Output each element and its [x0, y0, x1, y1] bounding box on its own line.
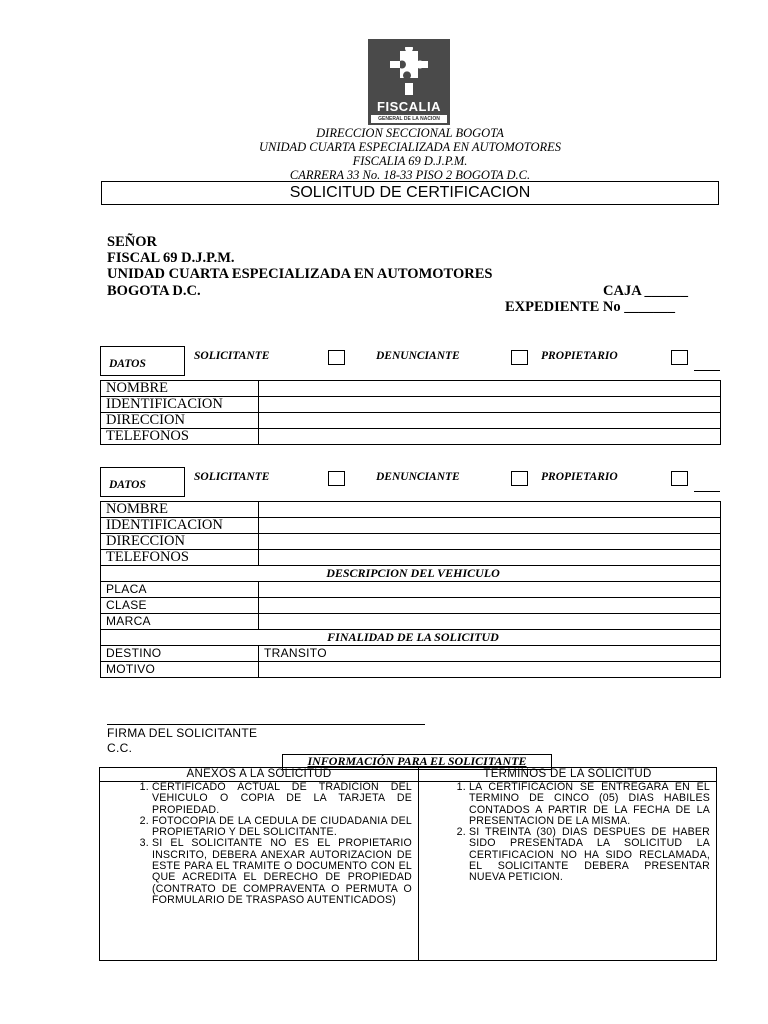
vehicle-section-title: DESCRIPCION DEL VEHICULO [101, 566, 721, 582]
destino-field[interactable]: TRANSITO [259, 646, 721, 662]
table-row [101, 662, 721, 678]
destino-label: DESTINO [101, 646, 259, 662]
datos-label: DATOS [100, 467, 185, 497]
table-row [101, 550, 721, 566]
telefonos-label: TELEFONOS [101, 550, 259, 566]
identificacion-field[interactable] [259, 397, 721, 413]
solicitante-checkbox[interactable] [328, 471, 345, 486]
table-row [100, 768, 717, 782]
direccion-field[interactable] [259, 413, 721, 429]
direccion-label: DIRECCION [101, 534, 259, 550]
table-row [101, 630, 721, 646]
denunciante-checkbox[interactable] [511, 471, 528, 486]
logo-name: FISCALIA [377, 99, 441, 114]
solicitante-checkbox[interactable] [328, 350, 345, 365]
table-row [101, 429, 721, 445]
terminos-list [419, 782, 716, 886]
table-row [101, 381, 721, 397]
nombre-field[interactable] [259, 502, 721, 518]
list-item: 2. FOTOCOPIA DE LA CEDULA DE CIUDADANIA DEL PROPIETARIO Y DEL SOLICITANTE. [152, 816, 412, 839]
cc-label: C.C. [107, 741, 133, 755]
marca-label: MARCA [101, 614, 259, 630]
fiscalia-logo [368, 39, 450, 125]
direccion-label: DIRECCION [101, 413, 259, 429]
identificacion-label: IDENTIFICACION [101, 518, 259, 534]
clase-label: CLASE [101, 598, 259, 614]
role-solicitante-label: SOLICITANTE [194, 471, 270, 483]
list-item: 1. CERTIFICADO ACTUAL DE TRADICION DEL VEHICULO O COPIA DE LA TARJETA DE PROPIEDAD. [152, 782, 412, 816]
signature-line[interactable] [107, 724, 425, 725]
motivo-field[interactable] [259, 662, 721, 678]
person-table-1 [100, 380, 721, 445]
telefonos-label: TELEFONOS [101, 429, 259, 445]
table-row [101, 534, 721, 550]
header-line-4: CARRERA 33 No. 18-33 PISO 2 BOGOTA D.C. [289, 168, 531, 182]
firma-label: FIRMA DEL SOLICITANTE [107, 726, 258, 740]
info-table [99, 767, 717, 961]
table-row [101, 598, 721, 614]
table-row [101, 518, 721, 534]
role-denunciante-label: DENUNCIANTE [376, 350, 460, 362]
identificacion-field[interactable] [259, 518, 721, 534]
role-solicitante-label: SOLICITANTE [194, 350, 270, 362]
expediente-field[interactable]: EXPEDIENTE No _______ [505, 299, 675, 315]
placa-label: PLACA [101, 582, 259, 598]
motivo-label: MOTIVO [101, 662, 259, 678]
recipient-line-2: FISCAL 69 D.J.P.M. [107, 250, 235, 266]
table-row [101, 566, 721, 582]
list-item: 3. SI EL SOLICITANTE NO ES EL PROPIETARIO INSCRITO, DEBERA ANEXAR AUTORIZACION DE ESTE PARA EL TRAMITE O DOCUMENTO CON EL QUE ACREDITA EL DERECHO DE PROPIEDAD (CONTRATO DE COMPRAVENTA O PERMUTA O FORMULARIO DE TRASPASO AUTENTICADOS) [152, 838, 412, 906]
identificacion-label: IDENTIFICACION [101, 397, 259, 413]
person-table-2 [100, 501, 721, 678]
role-denunciante-label: DENUNCIANTE [376, 471, 460, 483]
recipient-line-4: BOGOTA D.C. [107, 283, 201, 299]
clase-field[interactable] [259, 598, 721, 614]
datos-label: DATOS [100, 346, 185, 376]
marca-field[interactable] [259, 614, 721, 630]
table-row [101, 502, 721, 518]
finalidad-section-title: FINALIDAD DE LA SOLICITUD [101, 630, 721, 646]
header-line-3: FISCALIA 69 D.J.P.M. [352, 154, 468, 168]
direccion-field[interactable] [259, 534, 721, 550]
nombre-field[interactable] [259, 381, 721, 397]
table-row [101, 582, 721, 598]
role-propietario-label: PROPIETARIO [541, 350, 618, 362]
recipient-line-3: UNIDAD CUARTA ESPECIALIZADA EN AUTOMOTORES [107, 266, 493, 282]
puzzle-piece-icon [388, 47, 430, 97]
form-title: SOLICITUD DE CERTIFICACION [101, 181, 719, 205]
blank-line [694, 491, 720, 492]
header-line-2: UNIDAD CUARTA ESPECIALIZADA EN AUTOMOTORES [258, 140, 562, 154]
list-item: 1. LA CERTIFICACION SE ENTREGARA EN EL TERMINO DE CINCO (05) DIAS HABILES CONTADOS A PARTIR DE LA FECHA DE LA PRESENTACION DE LA MISMA. [469, 782, 710, 827]
recipient-line-1: SEÑOR [107, 234, 157, 250]
anexos-cell [100, 782, 419, 961]
anexos-list [100, 782, 418, 908]
telefonos-field[interactable] [259, 550, 721, 566]
nombre-label: NOMBRE [101, 381, 259, 397]
logo-subtitle: GENERAL DE LA NACION [371, 115, 447, 123]
table-row [100, 782, 717, 961]
blank-line [694, 370, 720, 371]
anexos-title: ANEXOS A LA SOLICITUD [100, 768, 419, 782]
role-propietario-label: PROPIETARIO [541, 471, 618, 483]
table-row [101, 646, 721, 662]
list-item: 2. SI TREINTA (30) DIAS DESPUES DE HABER SIDO PRESENTADA LA SOLICITUD LA CERTIFICACION NO HA SIDO RECLAMADA, EL SOLICITANTE DEBERA PRESENTAR NUEVA PETICION. [469, 827, 710, 883]
datos-row-1 [100, 346, 720, 376]
propietario-checkbox[interactable] [671, 471, 688, 486]
table-row [101, 413, 721, 429]
terminos-cell [419, 782, 717, 961]
terminos-title: TERMINOS DE LA SOLICITUD [419, 768, 717, 782]
caja-field[interactable]: CAJA ______ [603, 283, 688, 299]
placa-field[interactable] [259, 582, 721, 598]
datos-row-2 [100, 467, 720, 497]
nombre-label: NOMBRE [101, 502, 259, 518]
table-row [101, 614, 721, 630]
info-title: INFORMACIÓN PARA EL SOLICITANTE [282, 754, 552, 770]
header-line-1: DIRECCION SECCIONAL BOGOTA [316, 126, 504, 140]
denunciante-checkbox[interactable] [511, 350, 528, 365]
propietario-checkbox[interactable] [671, 350, 688, 365]
telefonos-field[interactable] [259, 429, 721, 445]
table-row [101, 397, 721, 413]
